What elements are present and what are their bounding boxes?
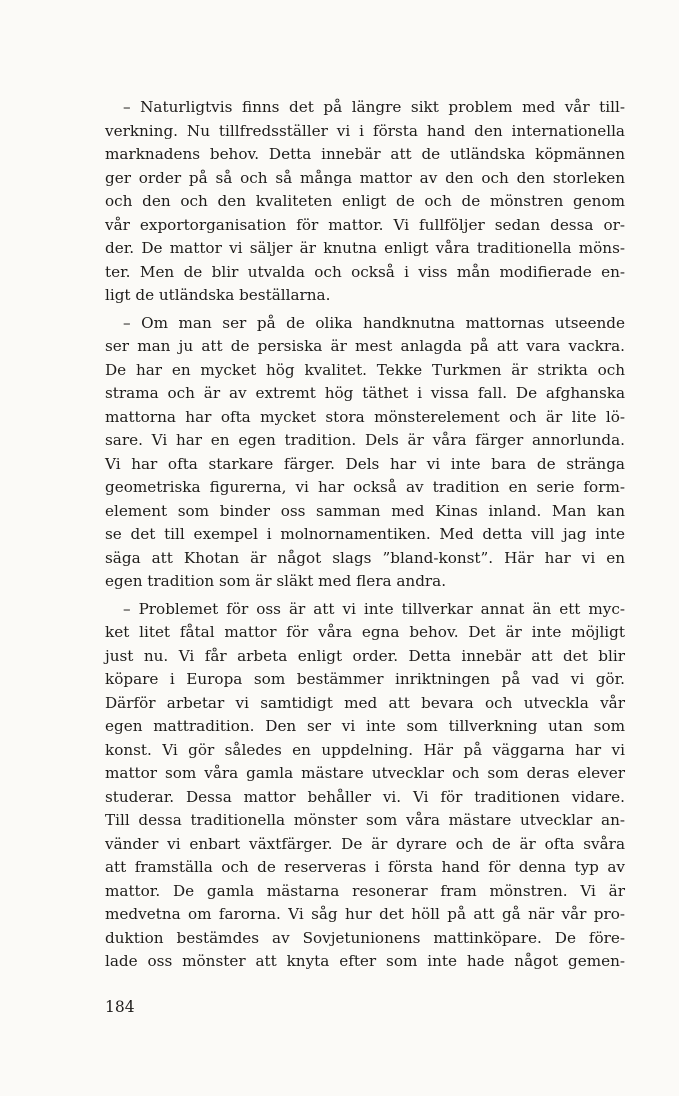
text-line: att framställa och de reserveras i första hand för denna typ av bbox=[105, 858, 625, 876]
page-number: 184 bbox=[105, 998, 135, 1016]
text-line: – Om man ser på de olika handknutna mattornas utseende bbox=[123, 313, 625, 332]
text-line: vår exportorganisation för mattor. Vi fullföljer sedan dessa or- bbox=[105, 215, 625, 234]
text-line: ket litet fåtal mattor för våra egna behov. Det är inte möjligt bbox=[105, 623, 625, 641]
paragraph bbox=[105, 312, 625, 594]
text-line: Till dessa traditionella mönster som våra mästare utvecklar an- bbox=[105, 811, 625, 829]
text-line: – Naturligtvis finns det på längre sikt problem med vår till- bbox=[123, 98, 625, 116]
text-line: sare. Vi har en egen tradition. Dels är våra färger annorlunda. bbox=[105, 431, 625, 449]
text-line: duktion bestämdes av Sovjetunionens mattinköpare. De före- bbox=[105, 928, 625, 947]
text-line: lade oss mönster att knyta efter som inte hade något gemen- bbox=[105, 952, 625, 970]
text-line: ligt de utländska beställarna. bbox=[105, 286, 331, 304]
paragraph bbox=[105, 598, 625, 974]
body-text bbox=[105, 96, 625, 974]
text-line: ger order på så och så många mattor av den och den storleken bbox=[105, 168, 625, 187]
text-line: Vi har ofta starkare färger. Dels har vi inte bara de stränga bbox=[105, 454, 625, 473]
text-line: mattor som våra gamla mästare utvecklar och som deras elever bbox=[105, 764, 625, 782]
text-line: egen mattradition. Den ser vi inte som tillverkning utan som bbox=[105, 717, 625, 735]
text-line: verkning. Nu tillfredsställer vi i första hand den internationella bbox=[105, 121, 625, 140]
text-line: mattorna har ofta mycket stora mönsterelement och är lite lö- bbox=[105, 407, 625, 426]
text-line: geometriska figurerna, vi har också av tradition en serie form- bbox=[105, 478, 625, 496]
text-line: strama och är av extremt hög täthet i vissa fall. De afghanska bbox=[105, 384, 625, 402]
text-line: Därför arbetar vi samtidigt med att bevara och utveckla vår bbox=[105, 693, 625, 712]
text-line: der. De mattor vi säljer är knutna enligt våra traditionella möns- bbox=[105, 239, 625, 257]
text-line: vänder vi enbart växtfärger. De är dyrare och de är ofta svåra bbox=[105, 834, 625, 853]
text-line: ter. Men de blir utvalda och också i viss mån modifierade en- bbox=[105, 262, 625, 281]
text-line: medvetna om farorna. Vi såg hur det höll på att gå när vår pro- bbox=[105, 905, 625, 923]
text-line: element som binder oss samman med Kinas inland. Man kan bbox=[105, 501, 625, 520]
text-line: köpare i Europa som bestämmer inriktningen på vad vi gör. bbox=[105, 670, 625, 688]
text-line: studerar. Dessa mattor behåller vi. Vi för traditionen vidare. bbox=[105, 787, 625, 806]
text-line: just nu. Vi får arbeta enligt order. Detta innebär att det blir bbox=[105, 646, 625, 665]
paragraph bbox=[105, 96, 625, 308]
text-line: och den och den kvaliteten enligt de och de mönstren genom bbox=[105, 192, 625, 210]
text-line: mattor. De gamla mästarna resonerar fram mönstren. Vi är bbox=[105, 881, 625, 900]
text-line: säga att Khotan är något slags ”bland-konst”. Här har vi en bbox=[105, 548, 625, 567]
text-line: se det till exempel i molnornamentiken. Med detta vill jag inte bbox=[105, 525, 625, 543]
text-line: marknadens behov. Detta innebär att de utländska köpmännen bbox=[105, 145, 625, 163]
text-line: konst. Vi gör således en uppdelning. Här på väggarna har vi bbox=[105, 740, 625, 759]
text-line: De har en mycket hög kvalitet. Tekke Turkmen är strikta och bbox=[105, 360, 625, 379]
text-line: – Problemet för oss är att vi inte tillverkar annat än ett myc- bbox=[123, 599, 625, 618]
text-line: egen tradition som är släkt med flera andra. bbox=[105, 572, 447, 590]
text-line: ser man ju att de persiska är mest anlagda på att vara vackra. bbox=[105, 337, 625, 355]
